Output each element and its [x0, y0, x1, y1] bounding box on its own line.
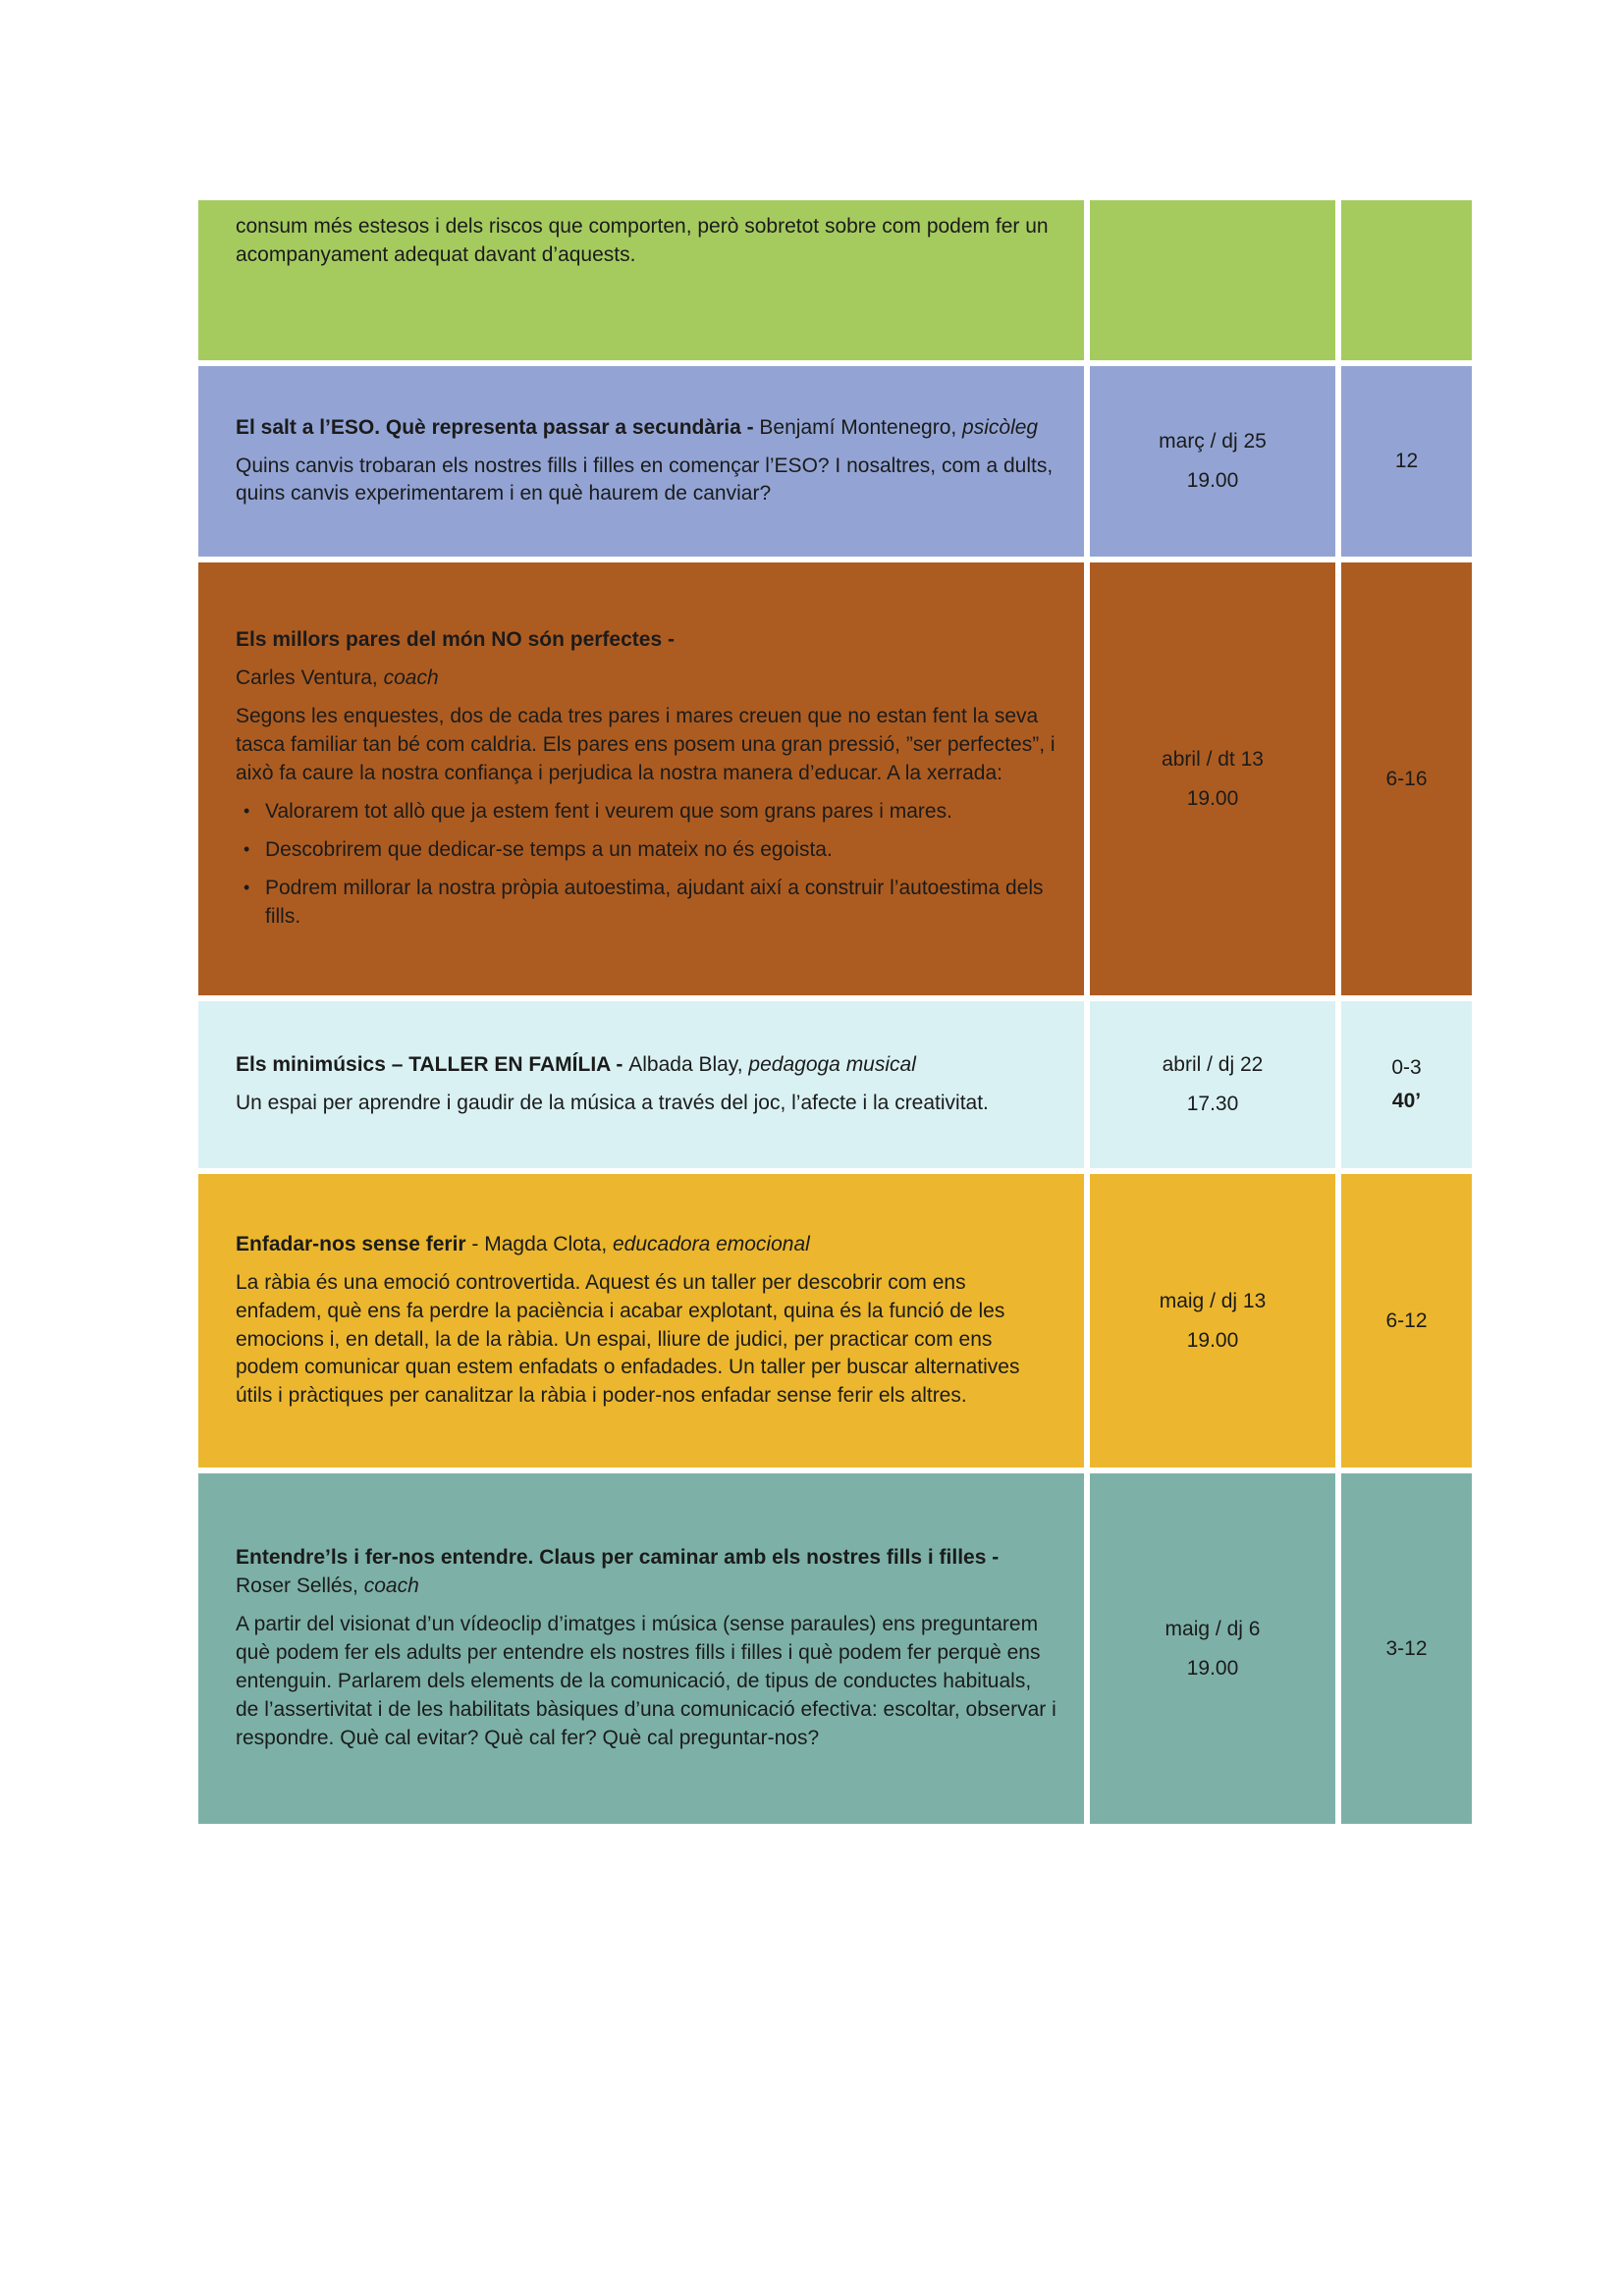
table-row — [198, 1001, 1472, 1168]
text-segment: psicòleg — [962, 415, 1039, 439]
session-date-line: març / dj 25 — [1159, 430, 1267, 454]
text-segment: El salt a l’ESO. Què representa passar a secundària - — [236, 415, 760, 439]
text-segment: Podrem millorar la nostra pròpia autoestima, ajudant així a construir l’autoestima dels fills. — [265, 876, 1044, 928]
text-segment: coach — [383, 667, 439, 690]
text-segment: Enfadar-nos sense ferir — [236, 1232, 466, 1255]
text-segment: Segons les enquestes, dos de cada tres pares i mares creuen que no estan fent la seva tasca familiar tan bé com caldria. Els pares ens posem una gran pressió, ”ser perfectes”, i això fa caure la nostra confiança i perjudica la nostra manera d’educar. A la xerrada: — [236, 705, 1056, 785]
age-range-line: 3-12 — [1385, 1636, 1428, 1660]
text-segment: Quins canvis trobaran els nostres fills i filles en començar l’ESO? I nosaltres, com a dults, quins canvis experimentarem i en què haurem de canviar? — [236, 454, 1054, 506]
table-row — [198, 200, 1472, 360]
description-cell — [198, 366, 1084, 557]
paragraph — [236, 1269, 1056, 1412]
session-date-line: 19.00 — [1186, 786, 1239, 810]
session-date-line: maig / dj 13 — [1159, 1289, 1267, 1312]
paragraph — [236, 665, 1056, 693]
session-date-line: maig / dj 6 — [1164, 1617, 1261, 1640]
text-segment: Un espai per aprendre i gaudir de la música a través del joc, l’afecte i la creativitat. — [236, 1092, 989, 1114]
paragraph — [236, 1051, 1056, 1080]
description-cell — [198, 1473, 1084, 1824]
description-cell — [198, 200, 1084, 360]
text-segment: Roser Sellés, — [236, 1575, 364, 1598]
session-date-line: 17.30 — [1186, 1093, 1239, 1115]
date-time-cell — [1090, 1473, 1335, 1824]
text-segment: Valorarem tot allò que ja estem fent i veurem que som grans pares i mares. — [265, 799, 952, 823]
age-range-line: 0-3 — [1391, 1056, 1422, 1080]
age-range-cell — [1341, 200, 1472, 360]
description-cell — [198, 562, 1084, 995]
age-range-cell — [1341, 366, 1472, 557]
age-range-cell — [1341, 1174, 1472, 1468]
date-time-cell — [1090, 366, 1335, 557]
age-range-cell — [1341, 1473, 1472, 1824]
session-date-line: 19.00 — [1186, 1656, 1239, 1680]
text-segment: pedagoga musical — [748, 1053, 916, 1077]
text-segment: consum més estesos i dels riscos que comporten, però sobretot sobre com podem fer un acompanyament adequat davant d’aquests. — [236, 215, 1049, 266]
paragraph — [236, 1611, 1056, 1753]
text-segment: A partir del visionat d’un vídeoclip d’imatges i música (sense paraules) ens preguntarem què podem fer els adults per entendre els nostres fills i filles i què podem fer perquè ens entenguin. Parlarem dels elements de la comunicació, de tipus de conductes habituals, de l’assertivitat i de les habilitats bàsiques d’una comunicació efectiva: escoltar, observar i respondre. Què cal evitar? Què cal fer? Què cal preguntar-nos? — [236, 1613, 1056, 1749]
paragraph — [236, 1090, 1056, 1118]
paragraph — [236, 1231, 1056, 1259]
bullet-item — [236, 798, 1056, 827]
age-range-line: 6-12 — [1385, 1308, 1428, 1332]
table-row — [198, 1174, 1472, 1468]
text-segment: Descobrirem que dedicar-se temps a un mateix no és egoista. — [265, 837, 833, 861]
paragraph — [236, 703, 1056, 788]
text-segment: La ràbia és una emoció controvertida. Aquest és un taller per descobrir com ens enfadem, què ens fa perdre la paciència i acabar explotant, quina és la funció de les emocions i, en detall, la de la ràbia. Un espai, lliure de judici, per practicar com ens podem comunicar quan estem enfadats o enfadades. Un taller per buscar alternatives útils i pràctiques per canalitzar la ràbia i poder-nos enfadar sense ferir els altres. — [236, 1270, 1020, 1408]
date-time-cell — [1090, 200, 1335, 360]
text-segment: - Magda Clota, — [465, 1232, 613, 1255]
table-row — [198, 366, 1472, 557]
session-date-line: 19.00 — [1186, 1328, 1239, 1352]
text-segment: Entendre’ls i fer-nos entendre. Claus per caminar amb els nostres fills i filles - — [236, 1546, 1000, 1570]
table-row — [198, 1473, 1472, 1824]
age-range-line: 40’ — [1391, 1090, 1422, 1112]
bullet-item — [236, 875, 1056, 932]
paragraph — [236, 1544, 1056, 1601]
text-segment: educadora emocional — [613, 1232, 810, 1255]
date-time-cell — [1090, 1001, 1335, 1168]
description-cell — [198, 1001, 1084, 1168]
text-segment: Els millors pares del món NO són perfectes - — [236, 628, 675, 652]
age-range-cell — [1341, 1001, 1472, 1168]
age-range-line: 12 — [1394, 450, 1419, 473]
paragraph — [236, 453, 1056, 509]
text-segment: Carles Ventura, — [236, 667, 384, 690]
session-date-line: 19.00 — [1186, 469, 1239, 492]
session-date-line: abril / dt 13 — [1162, 747, 1264, 771]
text-segment: Els minimúsics – TALLER EN FAMÍLIA - — [236, 1053, 629, 1077]
date-time-cell — [1090, 1174, 1335, 1468]
text-segment: Benjamí Montenegro, — [759, 415, 963, 439]
paragraph — [236, 414, 1056, 443]
session-date-line: abril / dj 22 — [1162, 1053, 1264, 1077]
schedule-table — [198, 200, 1472, 1824]
paragraph — [236, 213, 1056, 270]
text-segment: Albada Blay, — [628, 1053, 749, 1077]
text-segment: coach — [363, 1575, 419, 1598]
bullet-item — [236, 836, 1056, 865]
age-range-cell — [1341, 562, 1472, 995]
description-cell — [198, 1174, 1084, 1468]
date-time-cell — [1090, 562, 1335, 995]
table-row — [198, 562, 1472, 995]
age-range-line: 6-16 — [1385, 767, 1428, 790]
paragraph — [236, 626, 1056, 655]
